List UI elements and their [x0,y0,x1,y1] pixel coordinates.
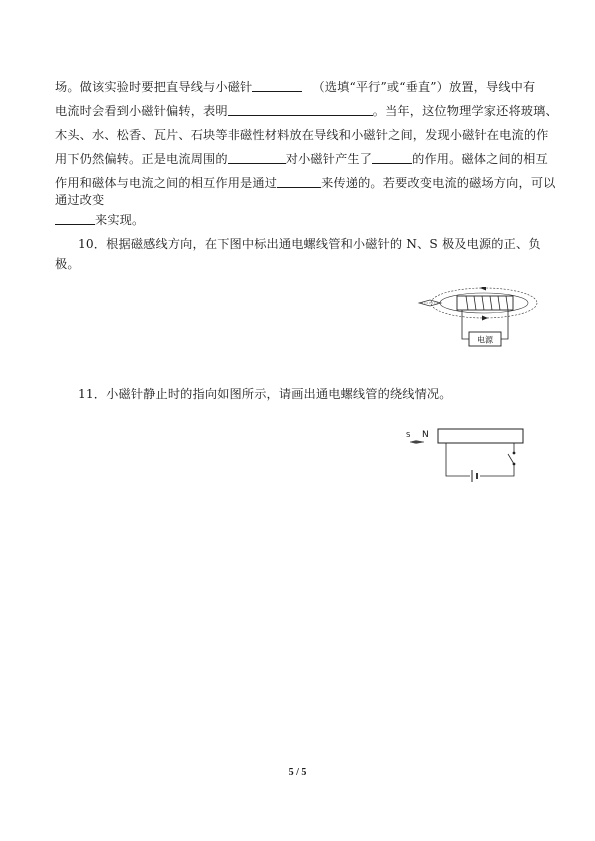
question-11-line [78,386,568,402]
answer-blank[interactable] [228,151,286,164]
question-number: 10． [78,237,107,251]
paragraph-line-6 [55,192,545,208]
circuit-wires [446,443,514,476]
paragraph-line-5 [55,175,556,191]
answer-blank[interactable] [372,151,412,164]
compass-needle-icon [419,300,441,306]
solenoid-body [438,429,523,443]
solenoid-field-figure [414,287,539,359]
question-10-line-1 [78,236,568,252]
question-number: 11． [78,387,107,401]
text-segment: 。当年，这位物理学家还将玻璃、 [372,104,558,118]
page-number: 5 / 5 [288,767,307,778]
answer-blank[interactable] [252,79,302,92]
question-text: 根据磁感线方向，在下图中标出通电螺线管和小磁针的 N、S 极及电源的正、负 [106,237,541,251]
switch-icon [508,452,515,465]
paragraph-line-7 [55,212,545,228]
battery-icon [472,470,477,482]
power-source-label: 电源 [477,335,493,345]
field-arrow-icon [480,287,486,291]
text-segment: 场。做该实验时要把直导线与小磁针 [55,80,253,94]
text-segment: 对小磁针产生了 [285,152,373,166]
answer-blank[interactable] [55,212,95,225]
compass-needle-icon [410,441,424,444]
solenoid-body [457,296,513,310]
text-segment: 用下仍然偏转。正是电流周围的 [55,152,228,166]
text-segment: 通过改变 [55,193,105,207]
text-segment: 木头、水、松香、瓦片、石块等非磁性材料放在导线和小磁针之间，发现小磁针在电流的作 [55,128,549,142]
paragraph-line-3 [55,127,549,143]
question-text: 小磁针静止时的指向如图所示，请画出通电螺线管的绕线情况。 [106,387,452,401]
paragraph-line-4 [55,151,548,167]
text-segment: （选填“平行”或“垂直”）放置，导线中有 [312,80,536,94]
text-segment: 电流时会看到小磁针偏转，表明 [55,104,228,118]
needle-n-label: N [422,430,429,440]
text-segment: 的作用。磁体之间的相互 [412,152,548,166]
field-arrow-icon [482,316,488,321]
needle-s-label: S [406,431,411,439]
answer-blank[interactable] [277,175,321,188]
solenoid-circuit-figure [402,424,532,486]
question-10-line-2 [55,256,545,272]
text-segment: 来传递的。若要改变电流的磁场方向，可以 [321,176,556,190]
text-segment: 来实现。 [95,213,145,227]
answer-blank[interactable] [228,103,373,116]
text-segment: 作用和磁体与电流之间的相互作用是通过 [55,176,278,190]
question-text: 极。 [55,257,80,271]
paragraph-line-1 [55,79,545,95]
paragraph-line-2 [55,103,558,119]
